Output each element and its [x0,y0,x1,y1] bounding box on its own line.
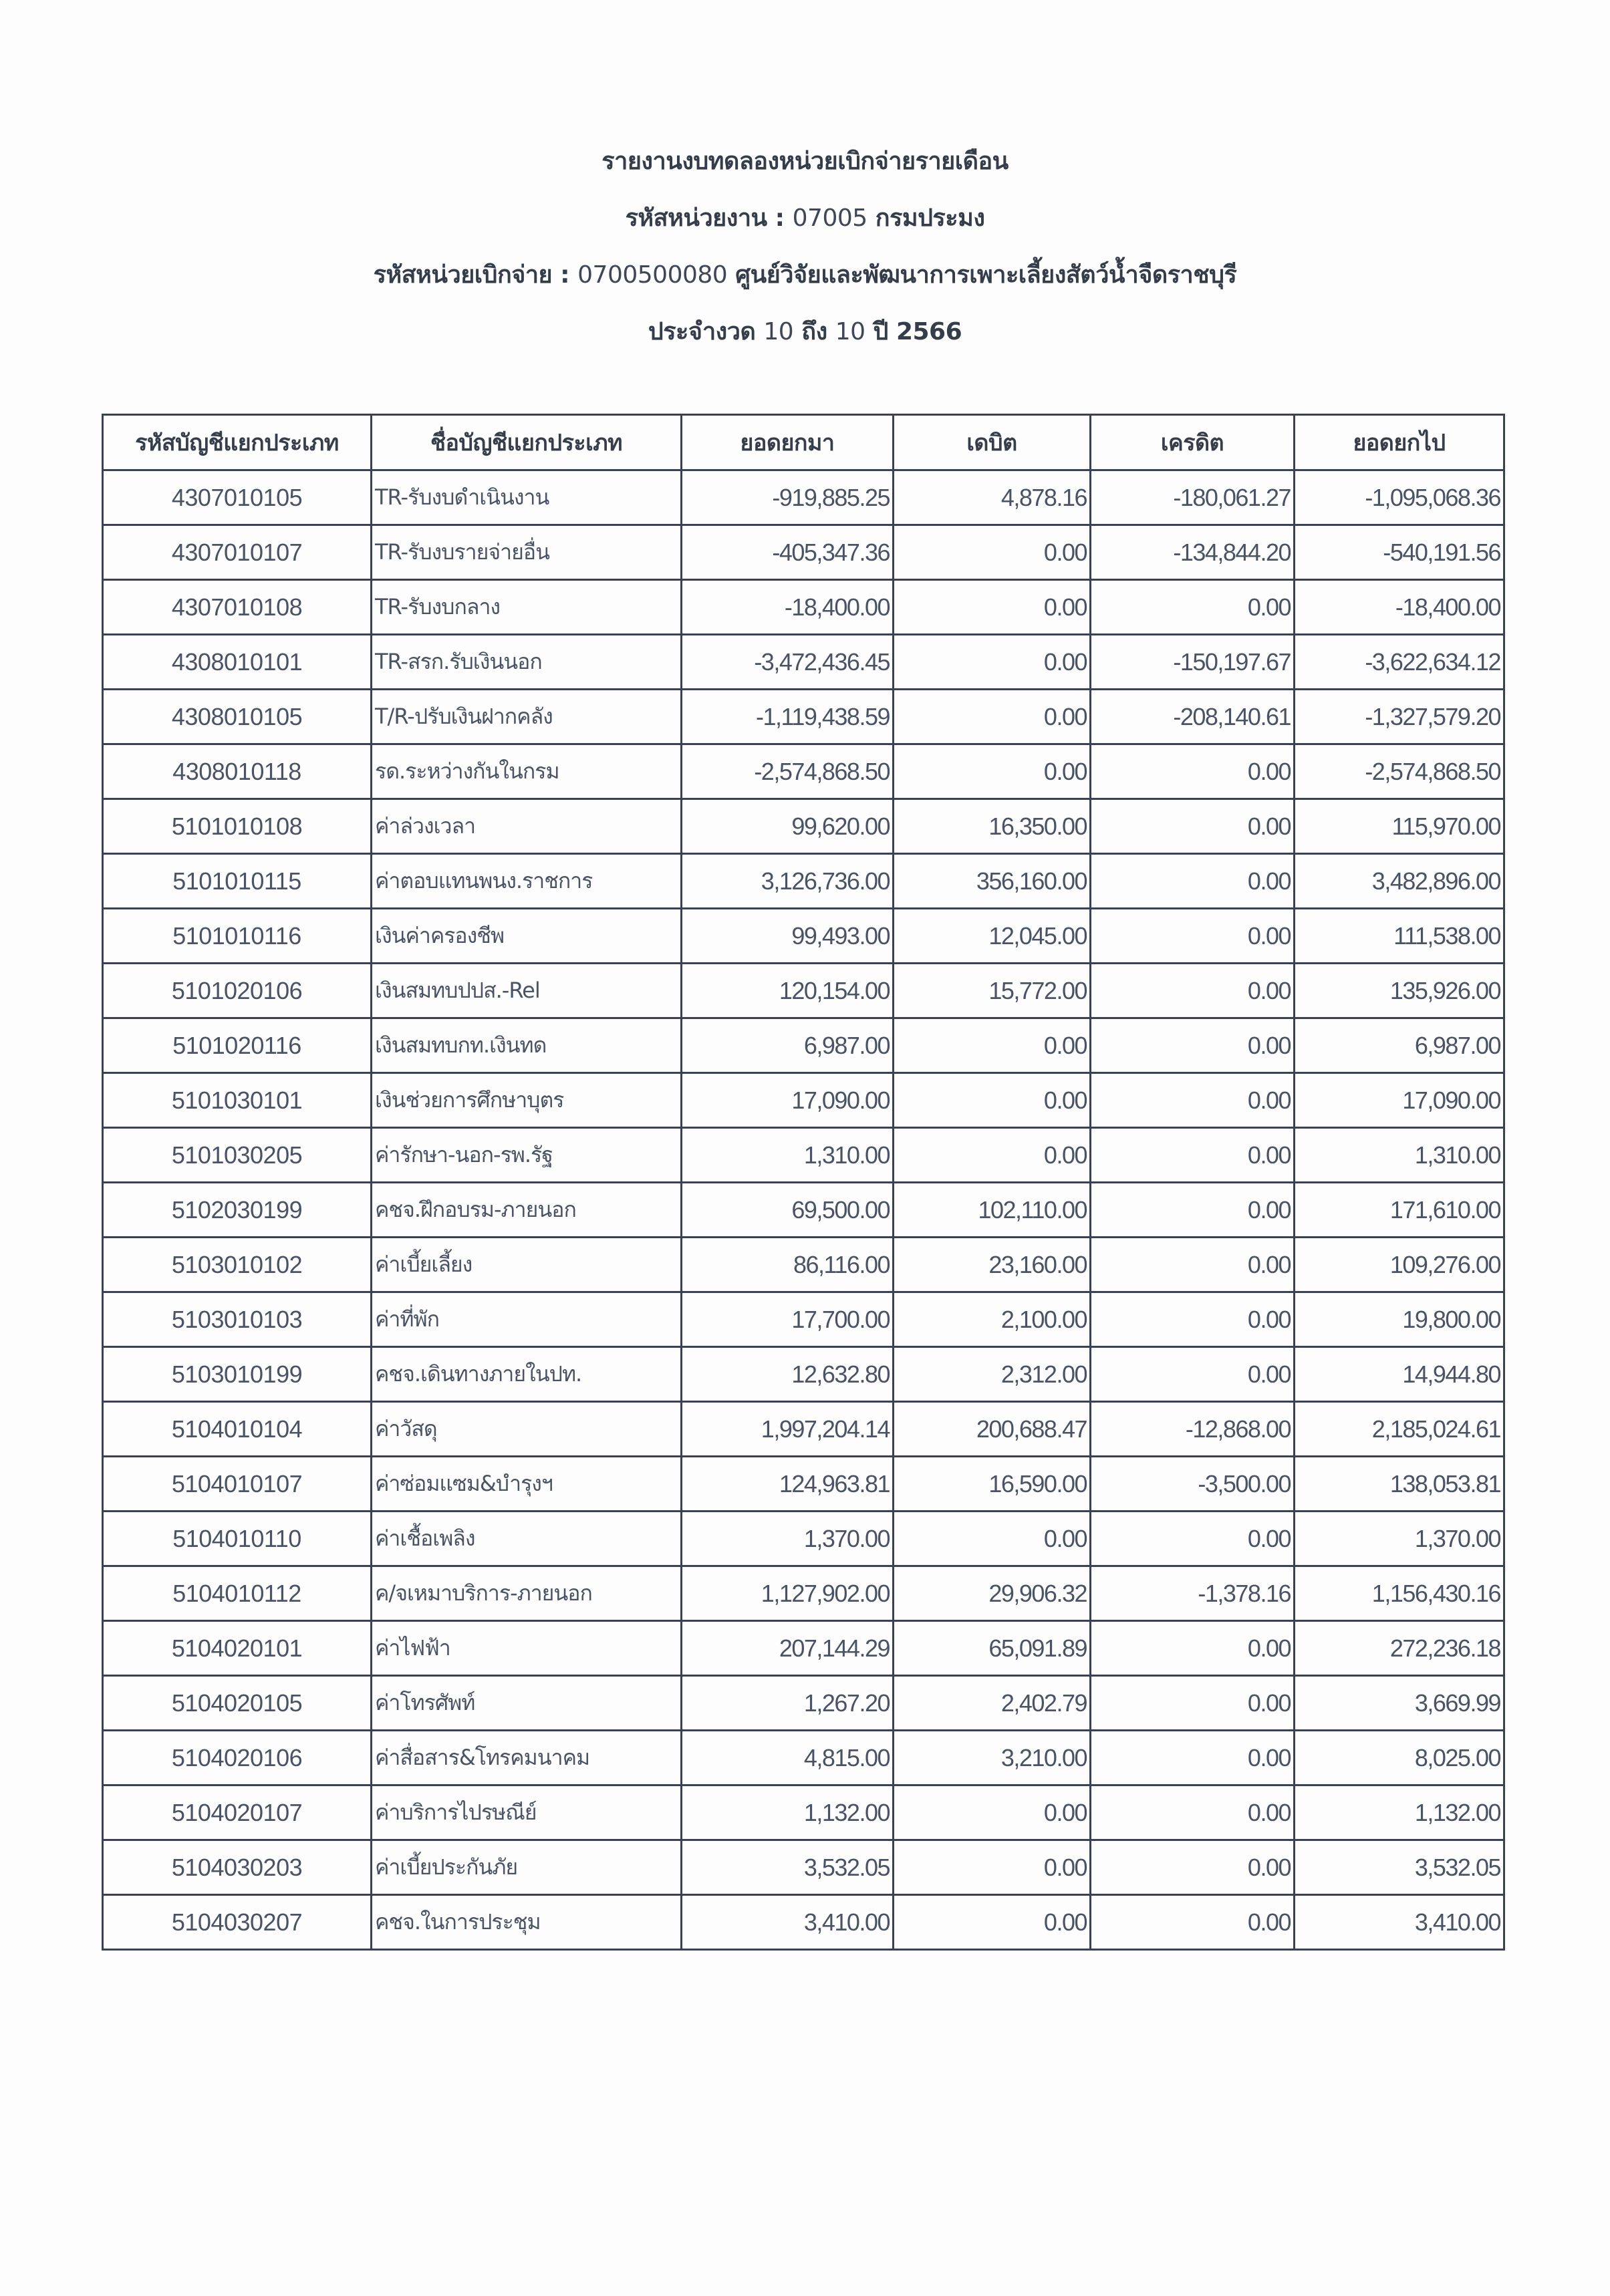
brought-forward-cell: -919,885.25 [682,470,894,525]
account-code-cell: 5104010104 [103,1402,372,1457]
account-name-cell: เงินสมทบปปส.-Rel [372,964,682,1018]
debit-cell: 0.00 [894,690,1091,744]
table-row [103,690,1504,744]
table-row [103,1840,1504,1895]
table-row [103,799,1504,854]
account-code-cell: 5102030199 [103,1183,372,1238]
credit-cell: -1,378.16 [1091,1566,1295,1621]
account-code-cell: 5104030207 [103,1895,372,1950]
table-row [103,1785,1504,1840]
disbursing-unit-name: ศูนย์วิจัยและพัฒนาการเพาะเลี้ยงสัตว์น้ำจืดราชบุรี [735,261,1237,289]
account-name-cell: TR-รับงบดำเนินงาน [372,470,682,525]
debit-cell: 200,688.47 [894,1402,1091,1457]
brought-forward-cell: -1,119,438.59 [682,690,894,744]
period-from: 10 [763,318,794,345]
carried-forward-cell: 3,669.99 [1295,1676,1504,1731]
account-name-cell: ค่าตอบแทนพนง.ราชการ [372,854,682,909]
account-name-cell: ค่าบริการไปรษณีย์ [372,1785,682,1840]
credit-cell: 0.00 [1091,1676,1295,1731]
agency-line [0,198,1610,237]
table-row [103,1128,1504,1183]
disbursing-unit-code: 0700500080 [577,261,728,289]
table-row [103,635,1504,690]
account-code-cell: 5101020106 [103,964,372,1018]
account-name-cell: ค่าล่วงเวลา [372,799,682,854]
debit-cell: 23,160.00 [894,1238,1091,1292]
brought-forward-cell: 69,500.00 [682,1183,894,1238]
credit-cell: 0.00 [1091,744,1295,799]
account-name-cell: ค่าโทรศัพท์ [372,1676,682,1731]
column-header-debit: เดบิต [894,415,1091,470]
brought-forward-cell: -405,347.36 [682,525,894,580]
brought-forward-cell: 99,620.00 [682,799,894,854]
carried-forward-cell: -540,191.56 [1295,525,1504,580]
account-code-cell: 5104010107 [103,1457,372,1512]
debit-cell: 0.00 [894,1073,1091,1128]
account-code-cell: 5101010115 [103,854,372,909]
brought-forward-cell: 1,127,902.00 [682,1566,894,1621]
table-row [103,1292,1504,1347]
table-row [103,470,1504,525]
account-name-cell: ค่าซ่อมแซม&บำรุงฯ [372,1457,682,1512]
table-row [103,964,1504,1018]
brought-forward-cell: 6,987.00 [682,1018,894,1073]
brought-forward-cell: 1,267.20 [682,1676,894,1731]
carried-forward-cell: 8,025.00 [1295,1731,1504,1785]
account-code-cell: 5104020106 [103,1731,372,1785]
credit-cell: -12,868.00 [1091,1402,1295,1457]
carried-forward-cell: 109,276.00 [1295,1238,1504,1292]
brought-forward-cell: 207,144.29 [682,1621,894,1676]
account-code-cell: 5101010116 [103,909,372,964]
table-body [103,470,1504,1950]
account-name-cell: TR-รับงบรายจ่ายอื่น [372,525,682,580]
period-label: ประจำงวด [648,318,756,345]
report-title-text: รายงานงบทดลองหน่วยเบิกจ่ายรายเดือน [601,148,1009,175]
debit-cell: 2,402.79 [894,1676,1091,1731]
carried-forward-cell: 19,800.00 [1295,1292,1504,1347]
debit-cell: 16,350.00 [894,799,1091,854]
credit-cell: 0.00 [1091,1018,1295,1073]
table-row [103,1347,1504,1402]
credit-cell: -208,140.61 [1091,690,1295,744]
account-code-cell: 5103010199 [103,1347,372,1402]
carried-forward-cell: 3,482,896.00 [1295,854,1504,909]
credit-cell: -134,844.20 [1091,525,1295,580]
disbursing-unit-line [0,255,1610,293]
credit-cell: 0.00 [1091,1292,1295,1347]
year-value: 2566 [896,318,962,345]
credit-cell: 0.00 [1091,1183,1295,1238]
carried-forward-cell: 171,610.00 [1295,1183,1504,1238]
carried-forward-cell: 1,370.00 [1295,1512,1504,1566]
table-row [103,744,1504,799]
account-name-cell: ค่าเบี้ยเลี้ยง [372,1238,682,1292]
table-row [103,1402,1504,1457]
account-name-cell: คชจ.ฝึกอบรม-ภายนอก [372,1183,682,1238]
brought-forward-cell: 3,126,736.00 [682,854,894,909]
account-code-cell: 4308010101 [103,635,372,690]
debit-cell: 65,091.89 [894,1621,1091,1676]
account-name-cell: ค่าไฟฟ้า [372,1621,682,1676]
debit-cell: 0.00 [894,744,1091,799]
brought-forward-cell: 17,700.00 [682,1292,894,1347]
credit-cell: 0.00 [1091,909,1295,964]
brought-forward-cell: 86,116.00 [682,1238,894,1292]
table-row [103,1621,1504,1676]
agency-code: 07005 [792,204,867,232]
brought-forward-cell: 120,154.00 [682,964,894,1018]
account-code-cell: 4307010105 [103,470,372,525]
carried-forward-cell: 1,132.00 [1295,1785,1504,1840]
carried-forward-cell: 3,410.00 [1295,1895,1504,1950]
carried-forward-cell: -1,095,068.36 [1295,470,1504,525]
debit-cell: 15,772.00 [894,964,1091,1018]
agency-name: กรมประมง [875,204,985,232]
credit-cell: 0.00 [1091,580,1295,635]
table-header [103,415,1504,470]
credit-cell: 0.00 [1091,1895,1295,1950]
account-code-cell: 5104010112 [103,1566,372,1621]
account-code-cell: 5103010102 [103,1238,372,1292]
debit-cell: 0.00 [894,1895,1091,1950]
carried-forward-cell: -2,574,868.50 [1295,744,1504,799]
credit-cell: 0.00 [1091,1512,1295,1566]
account-name-cell: ค่าวัสดุ [372,1402,682,1457]
table-row [103,909,1504,964]
account-name-cell: เงินช่วยการศึกษาบุตร [372,1073,682,1128]
table-row [103,1731,1504,1785]
carried-forward-cell: 272,236.18 [1295,1621,1504,1676]
debit-cell: 0.00 [894,525,1091,580]
debit-cell: 12,045.00 [894,909,1091,964]
report-title [0,142,1610,180]
brought-forward-cell: 1,132.00 [682,1785,894,1840]
account-name-cell: TR-รับงบกลาง [372,580,682,635]
period-line [0,312,1610,350]
account-name-cell: เงินสมทบกท.เงินทด [372,1018,682,1073]
table-header-row [103,415,1504,470]
credit-cell: -180,061.27 [1091,470,1295,525]
brought-forward-cell: 124,963.81 [682,1457,894,1512]
table-row [103,1895,1504,1950]
account-code-cell: 5104020105 [103,1676,372,1731]
account-name-cell: คชจ.ในการประชุม [372,1895,682,1950]
table-row [103,525,1504,580]
account-code-cell: 4307010107 [103,525,372,580]
carried-forward-cell: 111,538.00 [1295,909,1504,964]
debit-cell: 356,160.00 [894,854,1091,909]
debit-cell: 2,312.00 [894,1347,1091,1402]
period-to-label: ถึง [801,318,827,345]
credit-cell: -3,500.00 [1091,1457,1295,1512]
table-row [103,1676,1504,1731]
year-label: ปี [873,318,888,345]
table-row [103,1073,1504,1128]
account-name-cell: ค่าเบี้ยประกันภัย [372,1840,682,1895]
carried-forward-cell: 14,944.80 [1295,1347,1504,1402]
account-name-cell: ค่ารักษา-นอก-รพ.รัฐ [372,1128,682,1183]
agency-label: รหัสหน่วยงาน : [625,204,785,232]
account-name-cell: TR-สรก.รับเงินนอก [372,635,682,690]
carried-forward-cell: -3,622,634.12 [1295,635,1504,690]
column-header-account-code: รหัสบัญชีแยกประเภท [103,415,372,470]
carried-forward-cell: 17,090.00 [1295,1073,1504,1128]
debit-cell: 0.00 [894,1018,1091,1073]
credit-cell: 0.00 [1091,1073,1295,1128]
account-name-cell: ค่าสื่อสาร&โทรคมนาคม [372,1731,682,1785]
carried-forward-cell: -1,327,579.20 [1295,690,1504,744]
carried-forward-cell: 6,987.00 [1295,1018,1504,1073]
debit-cell: 16,590.00 [894,1457,1091,1512]
table-row [103,1566,1504,1621]
account-name-cell: ค่าที่พัก [372,1292,682,1347]
column-header-brought-forward: ยอดยกมา [682,415,894,470]
carried-forward-cell: 3,532.05 [1295,1840,1504,1895]
carried-forward-cell: 1,310.00 [1295,1128,1504,1183]
credit-cell: 0.00 [1091,964,1295,1018]
credit-cell: 0.00 [1091,1347,1295,1402]
debit-cell: 102,110.00 [894,1183,1091,1238]
debit-cell: 2,100.00 [894,1292,1091,1347]
table-row [103,1238,1504,1292]
account-code-cell: 5101020116 [103,1018,372,1073]
credit-cell: 0.00 [1091,1128,1295,1183]
brought-forward-cell: 1,997,204.14 [682,1402,894,1457]
table-row [103,1183,1504,1238]
account-code-cell: 5104030203 [103,1840,372,1895]
credit-cell: 0.00 [1091,799,1295,854]
brought-forward-cell: 4,815.00 [682,1731,894,1785]
account-name-cell: คชจ.เดินทางภายในปท. [372,1347,682,1402]
disbursing-unit-label: รหัสหน่วยเบิกจ่าย : [373,261,570,289]
debit-cell: 0.00 [894,635,1091,690]
carried-forward-cell: 1,156,430.16 [1295,1566,1504,1621]
credit-cell: 0.00 [1091,854,1295,909]
table-row [103,854,1504,909]
trial-balance-table [102,414,1505,1951]
account-code-cell: 5101010108 [103,799,372,854]
table-row [103,580,1504,635]
credit-cell: -150,197.67 [1091,635,1295,690]
table-row [103,1512,1504,1566]
account-name-cell: ค่าเชื้อเพลิง [372,1512,682,1566]
carried-forward-cell: 2,185,024.61 [1295,1402,1504,1457]
table-row [103,1018,1504,1073]
debit-cell: 4,878.16 [894,470,1091,525]
brought-forward-cell: -2,574,868.50 [682,744,894,799]
brought-forward-cell: 1,370.00 [682,1512,894,1566]
debit-cell: 0.00 [894,1128,1091,1183]
account-code-cell: 4308010105 [103,690,372,744]
account-code-cell: 4307010108 [103,580,372,635]
account-name-cell: รด.ระหว่างกันในกรม [372,744,682,799]
brought-forward-cell: 99,493.00 [682,909,894,964]
carried-forward-cell: 135,926.00 [1295,964,1504,1018]
account-name-cell: เงินค่าครองชีพ [372,909,682,964]
debit-cell: 0.00 [894,1840,1091,1895]
column-header-carried-forward: ยอดยกไป [1295,415,1504,470]
debit-cell: 0.00 [894,580,1091,635]
account-code-cell: 5104020101 [103,1621,372,1676]
account-code-cell: 5103010103 [103,1292,372,1347]
debit-cell: 3,210.00 [894,1731,1091,1785]
carried-forward-cell: 115,970.00 [1295,799,1504,854]
debit-cell: 0.00 [894,1512,1091,1566]
brought-forward-cell: 17,090.00 [682,1073,894,1128]
brought-forward-cell: 1,310.00 [682,1128,894,1183]
credit-cell: 0.00 [1091,1840,1295,1895]
credit-cell: 0.00 [1091,1621,1295,1676]
credit-cell: 0.00 [1091,1785,1295,1840]
account-code-cell: 5104020107 [103,1785,372,1840]
brought-forward-cell: 3,532.05 [682,1840,894,1895]
carried-forward-cell: 138,053.81 [1295,1457,1504,1512]
carried-forward-cell: -18,400.00 [1295,580,1504,635]
account-code-cell: 5101030205 [103,1128,372,1183]
column-header-credit: เครดิต [1091,415,1295,470]
account-name-cell: ค/จเหมาบริการ-ภายนอก [372,1566,682,1621]
account-name-cell: T/R-ปรับเงินฝากคลัง [372,690,682,744]
account-code-cell: 4308010118 [103,744,372,799]
account-code-cell: 5101030101 [103,1073,372,1128]
period-to: 10 [835,318,865,345]
brought-forward-cell: -18,400.00 [682,580,894,635]
brought-forward-cell: -3,472,436.45 [682,635,894,690]
account-code-cell: 5104010110 [103,1512,372,1566]
brought-forward-cell: 3,410.00 [682,1895,894,1950]
debit-cell: 29,906.32 [894,1566,1091,1621]
table-row [103,1457,1504,1512]
brought-forward-cell: 12,632.80 [682,1347,894,1402]
column-header-account-name: ชื่อบัญชีแยกประเภท [372,415,682,470]
credit-cell: 0.00 [1091,1238,1295,1292]
credit-cell: 0.00 [1091,1731,1295,1785]
debit-cell: 0.00 [894,1785,1091,1840]
